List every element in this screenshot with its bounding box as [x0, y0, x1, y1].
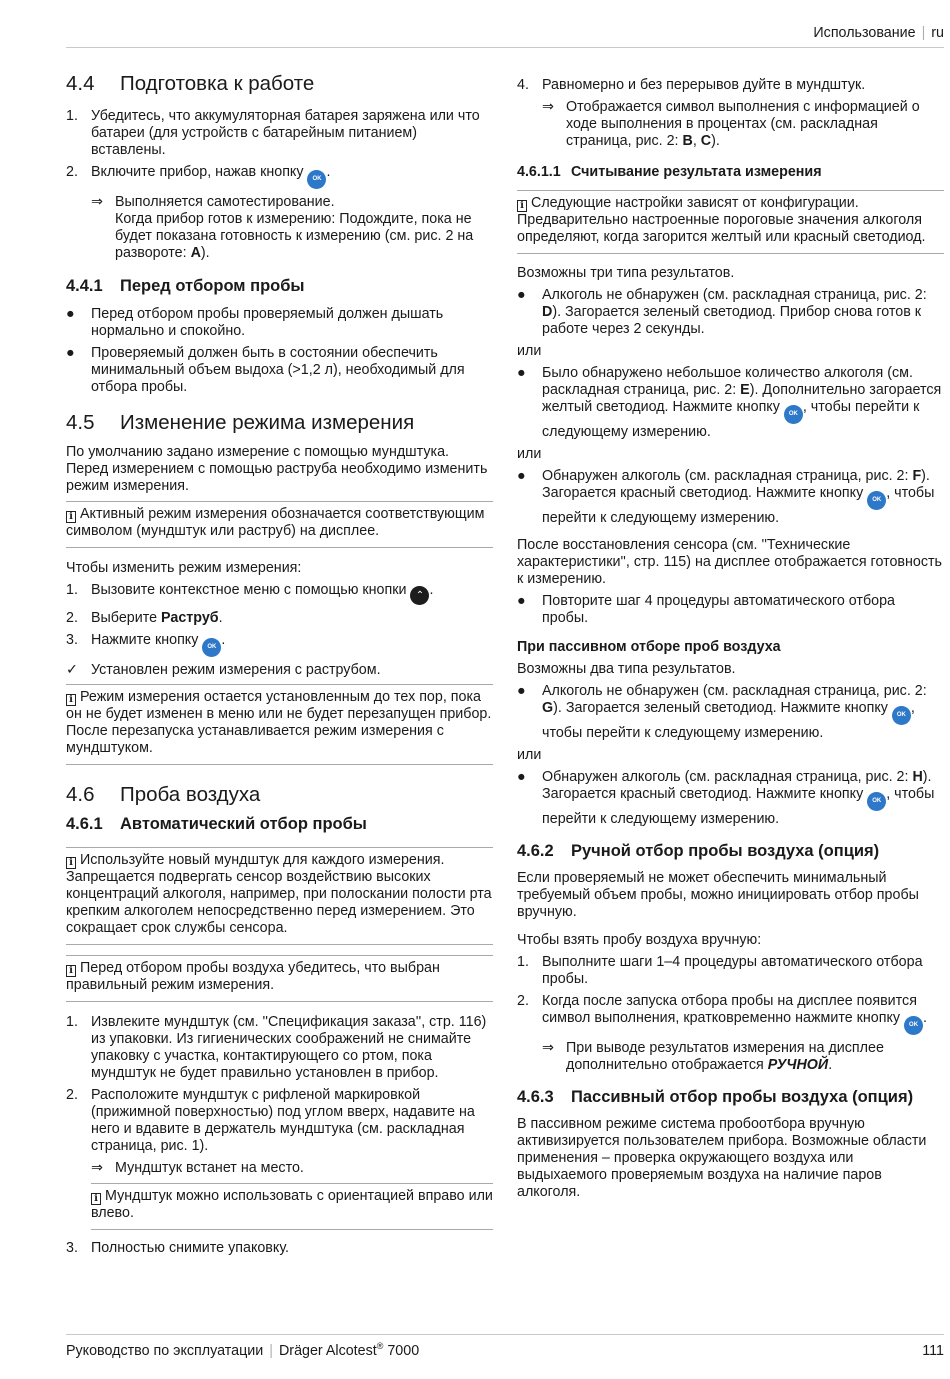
heading-title: Подготовка к работе: [120, 72, 315, 95]
heading-4-4: [66, 72, 493, 96]
info-note: [517, 190, 944, 254]
footer-manual-title: Руководство по эксплуатации: [66, 1343, 264, 1359]
step-text: Убедитесь, что аккумуляторная батарея заряжена или что батареи (для устройств с батарейным питанием) вставлены.: [91, 108, 480, 158]
result-text: Выполняется самотестирование. Когда прибор готов к измерению: Подождите, пока не будет показана готовность к измерению (см. рис. 2 на развороте: A).: [115, 194, 474, 261]
registered-mark: ®: [376, 1341, 384, 1352]
bullet-text-part: Алкоголь не обнаружен (см. раскладная страница, рис. 2:: [542, 683, 927, 699]
bullet-text-part: Алкоголь не обнаружен (см. раскладная страница, рис. 2:: [542, 287, 927, 303]
heading-title: Считывание результата измерения: [571, 164, 822, 180]
header-lang: ru: [931, 25, 944, 41]
result-text: При выводе результатов измерения на дисплее дополнительно отображается РУЧНОЙ.: [566, 1040, 884, 1073]
bullet-icon: ●: [517, 769, 526, 785]
bullet-text: [542, 683, 944, 742]
ok-button-icon: OK: [202, 638, 221, 657]
footer-product: Dräger Alcotest: [278, 1343, 377, 1359]
bullet-text: [542, 287, 944, 338]
figure-ref: H: [912, 769, 923, 785]
note-text: Мундштук можно использовать с ориентацией вправо или влево.: [91, 1188, 493, 1221]
bullet-text-part: , чтобы перейти к следующему измерению.: [542, 786, 935, 827]
info-note: [66, 501, 493, 548]
info-icon: i: [66, 511, 76, 523]
step-text: Выполните шаги 1–4 процедуры автоматического отбора пробы.: [542, 954, 923, 987]
step-item: [66, 1087, 493, 1155]
right-column: [517, 77, 944, 1201]
step-text: Полностью снимите упаковку.: [91, 1240, 290, 1256]
step-result: [517, 99, 944, 150]
figure-ref: G: [542, 700, 554, 716]
ok-button-icon: OK: [784, 405, 803, 424]
header-section: Использование: [813, 25, 916, 41]
page-number: 111: [922, 1343, 944, 1359]
heading-number: 4.6.1: [66, 815, 103, 833]
bullet-text-part: ). Загорается зеленый светодиод. Прибор снова готов к работе через 2 секунды.: [542, 304, 922, 337]
bullet-text-part: Обнаружен алкоголь (см. раскладная страница, рис. 2:: [542, 769, 913, 785]
paragraph: Возможны два типа результатов.: [517, 661, 736, 677]
step-text-part: Выберите: [91, 610, 162, 626]
note-text: Следующие настройки зависят от конфигурации. Предварительно настроенные пороговые значения алкоголя определяют, когда загорится желтый или красный светодиод.: [517, 195, 926, 245]
page-footer: [66, 1334, 944, 1360]
paragraph: Чтобы изменить режим измерения:: [66, 560, 302, 576]
bullet-item: [517, 683, 944, 742]
paragraph: Возможны три типа результатов.: [517, 265, 735, 281]
bullet-item: [517, 287, 944, 338]
heading-4-4-1: [66, 276, 493, 296]
info-note: [66, 955, 493, 1002]
header-right: [813, 25, 944, 42]
figure-ref: F: [912, 468, 922, 484]
info-icon: i: [66, 965, 76, 977]
info-icon: i: [66, 857, 76, 869]
result-arrow-icon: ⇒: [91, 194, 103, 210]
menu-option-name: Раструб: [161, 610, 219, 626]
heading-number: 4.6: [66, 783, 95, 806]
step-item: [66, 108, 493, 159]
step-number: 1.: [66, 582, 78, 598]
ok-button-icon: OK: [904, 1016, 923, 1035]
heading-title: Проба воздуха: [120, 783, 261, 806]
bullet-text-part: ). Загорается зеленый светодиод. Нажмите кнопку: [553, 700, 888, 716]
bullet-text-part: ). Дополнительно загорается желтый светодиод. Нажмите кнопку: [542, 382, 942, 415]
step-item: [66, 582, 493, 605]
ok-button-icon: OK: [867, 792, 886, 811]
step-number: 2.: [66, 610, 78, 626]
heading-number: 4.6.2: [517, 842, 554, 860]
step-text-part: Когда после запуска отбора пробы на дисплее появится символ выполнения, кратковременно нажмите кнопку: [542, 993, 917, 1026]
bullet-text-part: , чтобы перейти к следующему измерению.: [542, 485, 935, 526]
info-icon: i: [517, 200, 527, 212]
step-result: [66, 194, 493, 262]
step-number: 2.: [66, 164, 78, 180]
bullet-text-part: Обнаружен алкоголь (см. раскладная страница, рис. 2:: [542, 468, 913, 484]
or-separator: или: [517, 747, 542, 763]
bullet-icon: ●: [517, 365, 526, 381]
bullet-item: [517, 365, 944, 441]
paragraph: Если проверяемый не может обеспечить минимальный требуемый объем пробы, можно инициировать отбор пробы вручную.: [517, 870, 919, 920]
step-text: Нажмите кнопку OK .: [91, 632, 493, 657]
bullet-item: [517, 769, 944, 828]
bullet-item: [517, 468, 944, 527]
step-text: Равномерно и без перерывов дуйте в мундштук.: [542, 77, 866, 93]
result-text: Мундштук встанет на место.: [115, 1160, 304, 1176]
final-result: [66, 662, 493, 679]
page-header: [66, 25, 944, 48]
result-text-part: При выводе результатов измерения на дисплее дополнительно отображается: [566, 1040, 884, 1073]
heading-4-6: [66, 783, 493, 807]
subheading-passive: При пассивном отборе проб воздуха: [517, 639, 781, 655]
step-item: [66, 1240, 493, 1257]
result-text: Установлен режим измерения с раструбом.: [91, 662, 381, 678]
step-number: 3.: [66, 632, 78, 648]
result-text: Отображается символ выполнения с информацией о ходе выполнения в процентах (см. раскладная страница, рис. 2: B, C).: [566, 99, 920, 149]
ok-button-icon: OK: [892, 706, 911, 725]
note-text: Активный режим измерения обозначается соответствующим символом (мундштук или раструб) на дисплее.: [66, 506, 485, 539]
footer-separator: |: [269, 1343, 273, 1359]
heading-4-6-3: [517, 1087, 944, 1107]
bullet-text: [542, 468, 944, 527]
step-item: [66, 1014, 493, 1082]
step-item: [66, 632, 493, 657]
bullet-text: [542, 365, 944, 441]
figure-ref: D: [542, 304, 553, 320]
paragraph: После восстановления сенсора (см. ''Технические характеристики'', стр. 115) на дисплее отображается готовность к измерению.: [517, 537, 943, 587]
note-text: Перед отбором пробы воздуха убедитесь, что выбран правильный режим измерения.: [66, 960, 440, 993]
figure-ref: B: [682, 133, 693, 149]
bullet-icon: ●: [66, 306, 75, 322]
display-label: РУЧНОЙ: [767, 1057, 829, 1073]
bullet-text: [542, 769, 944, 828]
heading-title: Изменение режима измерения: [120, 411, 415, 434]
left-column: [66, 72, 493, 1257]
bullet-item: [517, 593, 944, 627]
heading-number: 4.6.3: [517, 1088, 554, 1106]
paragraph: По умолчанию задано измерение с помощью мундштука. Перед измерением с помощью раструба необходимо изменить режим измерения.: [66, 444, 488, 494]
heading-number: 4.6.1.1: [517, 164, 561, 180]
bullet-text-part: , чтобы перейти к следующему измерению.: [542, 399, 920, 440]
result-line: Когда прибор готов к измерению: Подождите, пока не будет показана готовность к измерению (см. рис. 2 на развороте:: [115, 211, 474, 261]
chevron-up-button-icon: ⌃: [410, 586, 429, 605]
step-item: [517, 954, 944, 988]
step-text: Вызовите контекстное меню с помощью кнопки ⌃ .: [91, 582, 493, 605]
result-line: Выполняется самотестирование.: [115, 194, 335, 210]
heading-4-6-1-1: [517, 164, 944, 181]
paragraph: В пассивном режиме система пробоотбора вручную активизируется пользователем прибора. Возможные области применения – проверка окружающего воздуха или выдыхаемого проверяемым воздуха на наличие паров алкоголя.: [517, 1116, 927, 1200]
result-arrow-icon: ⇒: [91, 1160, 103, 1176]
paragraph: Чтобы взять пробу воздуха вручную:: [517, 932, 762, 948]
result-arrow-icon: ⇒: [542, 1040, 554, 1056]
info-icon: i: [91, 1193, 101, 1205]
or-separator: или: [517, 343, 542, 359]
result-arrow-icon: ⇒: [542, 99, 554, 115]
check-icon: ✓: [66, 662, 78, 678]
step-text: Извлеките мундштук (см. ''Спецификация заказа'', стр. 116) из упаковки. Из гигиенических соображений не снимайте упаковку с участка, контактирующего со ртом, пока мундштук не будет правильно установлен в прибор.: [91, 1014, 487, 1081]
bullet-text: Проверяемый должен быть в состоянии обеспечить минимальный объем выдоха (>1,2 л), необходимый для отбора пробы.: [91, 345, 465, 395]
note-text: Используйте новый мундштук для каждого измерения. Запрещается подвергать сенсор воздействию высоких концентраций алкоголя, например, при полоскании полости рта крепким алкоголем непосредственно перед измерением. Это сокращает срок службы сенсора.: [66, 852, 492, 936]
bullet-icon: ●: [517, 287, 526, 303]
step-number: 1.: [66, 108, 78, 124]
heading-title: Автоматический отбор пробы: [120, 815, 367, 833]
step-item: [517, 77, 944, 94]
info-note: [91, 1183, 493, 1230]
info-note: [66, 847, 493, 945]
heading-title: Перед отбором пробы: [120, 277, 305, 295]
bullet-icon: ●: [517, 468, 526, 484]
heading-title: Ручной отбор пробы воздуха (опция): [571, 842, 880, 860]
step-text-part: Вызовите контекстное меню с помощью кнопки: [91, 582, 407, 598]
step-number: 2.: [517, 993, 529, 1009]
note-text: Режим измерения остается установленным до тех пор, пока он не будет изменен в меню или не будет перезапущен прибор. После перезапуска устанавливается режим измерения с мундштуком.: [66, 689, 492, 756]
step-item: [517, 993, 944, 1035]
ok-button-icon: OK: [307, 170, 326, 189]
bullet-text-part: , чтобы перейти к следующему измерению.: [542, 700, 915, 741]
step-number: 2.: [66, 1087, 78, 1103]
heading-number: 4.4.1: [66, 277, 103, 295]
info-note: [66, 684, 493, 765]
bullet-icon: ●: [517, 683, 526, 699]
bullet-text-part: ). Загорается красный светодиод. Нажмите кнопку: [542, 468, 930, 501]
heading-4-6-2: [517, 841, 944, 861]
step-text: Когда после запуска отбора пробы на дисплее появится символ выполнения, кратковременно нажмите кнопку OK .: [542, 993, 944, 1035]
step-text: Включите прибор, нажав кнопку OK .: [91, 164, 493, 189]
bullet-text: Повторите шаг 4 процедуры автоматического отбора пробы.: [542, 593, 896, 626]
ok-button-icon: OK: [867, 491, 886, 510]
figure-ref: A: [190, 245, 201, 261]
or-separator: или: [517, 446, 542, 462]
header-separator: |: [921, 25, 926, 41]
step-item: [66, 164, 493, 189]
figure-ref: E: [740, 382, 750, 398]
figure-ref: C: [700, 133, 712, 149]
heading-number: 4.4: [66, 72, 95, 95]
bullet-icon: ●: [66, 345, 75, 361]
footer-model: 7000: [383, 1343, 420, 1359]
step-result: [517, 1040, 944, 1074]
heading-4-6-1: [66, 814, 493, 834]
bullet-text-part: Было обнаружено небольшое количество алкоголя (см. раскладная страница, рис. 2:: [542, 365, 913, 398]
step-number: 3.: [66, 1240, 78, 1256]
bullet-icon: ●: [517, 593, 526, 609]
result-text-part: Отображается символ выполнения с информацией о ходе выполнения в процентах (см. раскладная страница, рис. 2:: [566, 99, 920, 149]
step-text: Расположите мундштук с рифленой маркировкой (прижимной поверхностью) под углом вверх, надавите на него и вдавите в держатель мундштука (см. раскладная страница, рис. 1).: [91, 1087, 475, 1154]
step-text-part: Нажмите кнопку: [91, 632, 199, 648]
heading-number: 4.5: [66, 411, 95, 434]
step-text-part: Включите прибор, нажав кнопку: [91, 164, 304, 180]
step-number: 1.: [517, 954, 529, 970]
step-result: [66, 1160, 493, 1177]
bullet-text: Перед отбором пробы проверяемый должен дышать нормально и спокойно.: [91, 306, 444, 339]
heading-4-5: [66, 411, 493, 435]
bullet-item: [66, 306, 493, 340]
step-item: [66, 610, 493, 627]
step-text: Выберите Раструб.: [91, 610, 223, 626]
heading-title: Пассивный отбор пробы воздуха (опция): [571, 1088, 914, 1106]
bullet-text-part: ). Загорается красный светодиод. Нажмите кнопку: [542, 769, 932, 802]
info-icon: i: [66, 694, 76, 706]
bullet-item: [66, 345, 493, 396]
step-number: 4.: [517, 77, 529, 93]
step-number: 1.: [66, 1014, 78, 1030]
